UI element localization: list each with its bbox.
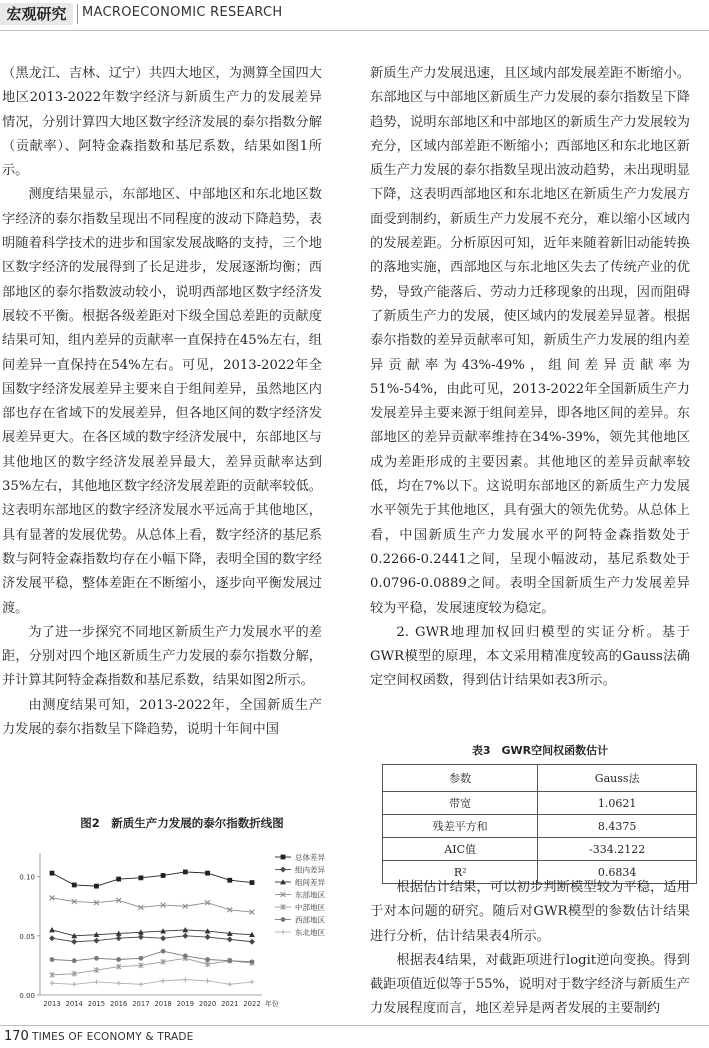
journal-section-en: MACROECONOMIC RESEARCH: [82, 5, 283, 20]
header-rule: [0, 30, 709, 31]
data-point: [138, 875, 143, 880]
x-tick-label: 2019: [176, 1000, 194, 1008]
data-point: [250, 880, 255, 885]
table-title: 表3 GWR空间权函数估计: [471, 744, 609, 757]
data-point: [94, 884, 99, 889]
paragraph: 2. GWR地理加权回归模型的实证分析。基于GWR模型的原理，本文采用精准度较高的Gauss法确定空间权函数，得到估计结果如表3所示。: [370, 624, 690, 689]
table-cell: 0.6834: [538, 861, 697, 884]
table-row: [383, 838, 697, 861]
journal-title: TIMES OF ECONOMY & TRADE: [32, 1031, 194, 1043]
data-point: [116, 957, 121, 962]
data-point: [183, 977, 188, 982]
series-line: [52, 930, 252, 936]
theil-index-line-chart: [0, 843, 340, 1023]
series-line: [52, 936, 252, 942]
legend-label: 组内差异: [295, 865, 325, 875]
legend-label: 东北地区: [295, 928, 325, 937]
right-column: [370, 62, 690, 694]
section-tab: 宏观研究: [0, 3, 73, 25]
data-point: [250, 959, 255, 964]
page-footer: [0, 1025, 709, 1048]
data-point: [49, 927, 55, 932]
table-cell: 1.0621: [538, 792, 697, 815]
right-column-continued: [370, 876, 690, 1022]
gwr-table: [382, 764, 697, 884]
data-point: [138, 934, 144, 940]
data-point: [250, 980, 255, 985]
series-line: [52, 898, 252, 912]
series-line: [52, 951, 252, 962]
x-tick-label: 2013: [43, 1000, 61, 1008]
paragraph: 新质生产力发展迅速，且区域内部发展差距不断缩小。东部地区与中部地区新质生产力发展的泰尔指数呈下降趋势，说明东部地区和中部地区的新质生产力发展较为充分，区域内部差距不断缩小；西部地区和东北地区新质生产力发展的泰尔指数呈现出波动趋势，未出现明显下降，这表明西部地区和东北地区在新质生产力发展方面受到制约，新质生产力发展不充分，难以缩小区域内的发展差距。分析原因可知，近年来随着新旧动能转换的落地实施，西部地区与东北地区失去了传统产业的优势，导致产能落后、劳动力迁移现象的出现，因而阻碍了新质生产力的发展，使区域内的发展差异显著。根据泰尔指数的差异贡献率可知，新质生产力发展的组内差异贡献率为43%-49%，组间差异贡献率为51%-54%，由此可见，2013-2022年全国新质生产力发展差异主要来源于组间差异，即各地区间的差异。东部地区的差异贡献率维持在34%-39%，领先其他地区成为差距形成的主要因素。其他地区的差异贡献率较低，均在7%以下。这说明东部地区的新质生产力发展水平领先于其他地区，具有强大的领先优势。从总体上看，中国新质生产力发展水平的阿特金森指数处于0.2266-0.2441之间，呈现小幅波动，基尼系数处于0.0796-0.0889之间。表明全国新质生产力发展差异较为平稳，发展速度较为稳定。: [370, 66, 690, 616]
table-row: [383, 792, 697, 815]
data-point: [94, 956, 99, 961]
table-cell: 8.4375: [538, 815, 697, 838]
page-number: 170: [4, 1029, 29, 1044]
data-point: [93, 938, 99, 944]
legend-label: 西部地区: [295, 915, 325, 925]
table-header-cell: Gauss法: [538, 765, 697, 792]
y-tick-label: 0.00: [19, 992, 35, 1000]
data-point: [50, 981, 55, 986]
legend-label: 总体差异: [295, 853, 325, 862]
data-point: [49, 935, 55, 941]
y-tick-label: 0.05: [19, 932, 35, 941]
data-point: [116, 981, 121, 986]
data-point: [227, 958, 232, 963]
paragraph: 根据表4结果，对截距项进行logit逆向变换。得到截距项值近似等于55%，说明对于数字经济与新质生产力发展程度而言，地区差异是两者发展的主要制约: [370, 952, 690, 1017]
data-point: [116, 877, 121, 882]
legend-marker: [281, 917, 286, 922]
data-point: [249, 939, 255, 945]
data-point: [161, 873, 166, 878]
data-point: [50, 957, 55, 962]
data-point: [205, 934, 211, 940]
x-tick-label: 2016: [110, 1000, 128, 1008]
data-point: [227, 936, 233, 942]
table-header-row: [383, 765, 697, 792]
data-point: [183, 870, 188, 875]
x-tick-label: 2018: [154, 1000, 172, 1008]
data-point: [161, 978, 166, 983]
data-point: [182, 933, 188, 939]
data-point: [50, 871, 55, 876]
series-line: [52, 958, 252, 975]
legend-label: 中部地区: [295, 903, 325, 912]
data-point: [138, 982, 143, 987]
x-axis-unit: 年份: [265, 1000, 279, 1008]
data-point: [227, 878, 232, 883]
paragraph: 测度结果显示，东部地区、中部地区和东北地区数字经济的泰尔指数呈现出不同程度的波动下降趋势，表明随着科学技术的进步和国家发展战略的支持，三个地区数字经济的发展得到了长足进步，发展逐渐均衡；西部地区的泰尔指数波动较小，说明西部地区数字经济发展较不平衡。根据各级差距对下级全国总差距的贡献度结果可知，组内差异的贡献率一直保持在45%左右，组间差异一直保持在54%左右。可见，2013-2022年全国数字经济发展差异主要来自于组间差异，虽然地区内部也存在省域下的发展差异，但各地区间的数字经济发展差异更大。在各区域的数字经济发展中，东部地区与其他地区的数字经济发展差异最大，差异贡献率达到35%左右，其他地区数字经济发展差距的贡献率较低。这表明东部地区的数字经济发展水平远高于其他地区，具有显著的发展优势。从总体上看，数字经济的基尼系数与阿特金森指数均存在小幅下降，表明全国的数字经济发展平稳，整体差距在不断缩小，逐步向平衡发展过渡。: [2, 187, 322, 616]
data-point: [205, 957, 210, 962]
table-cell: R²: [383, 861, 538, 884]
legend-marker: [281, 855, 286, 860]
data-point: [205, 871, 210, 876]
data-point: [205, 978, 210, 983]
data-point: [71, 939, 77, 945]
paragraph: （黑龙江、吉林、辽宁）共四大地区，为测算全国四大地区2013-2022年数字经济与新质生产力的发展差异情况，分别计算四大地区数字经济发展的泰尔指数分解（贡献率）、阿特金森指数和基尼系数，结果如图1所示。: [2, 66, 322, 179]
legend-label: 组间差异: [295, 878, 325, 887]
x-tick-label: 2021: [221, 1000, 239, 1008]
table-cell: 带宽: [383, 792, 538, 815]
table-cell: -334.2122: [538, 838, 697, 861]
legend-marker: [280, 867, 286, 873]
paragraph: 根据估计结果，可以初步判断模型较为平稳，适用于对本问题的研究。随后对GWR模型的参数估计结果进行分析，估计结果表4所示。: [370, 880, 690, 944]
header-divider: [77, 4, 78, 24]
x-tick-label: 2022: [243, 1000, 261, 1008]
footer-rule: [0, 1025, 709, 1026]
paragraph: 为了进一步探究不同地区新质生产力发展水平的差距，分别对四个地区新质生产力发展的泰尔指数分解，并计算其阿特金森指数和基尼系数，结果如图2所示。: [2, 624, 322, 689]
x-tick-label: 2017: [132, 1000, 150, 1008]
y-tick-label: 0.10: [19, 873, 35, 882]
table-header-cell: 参数: [383, 765, 538, 792]
table-row: [383, 815, 697, 838]
data-point: [161, 949, 166, 954]
series-line: [52, 872, 252, 886]
legend-marker: [281, 930, 286, 935]
legend-label: 东部地区: [295, 890, 325, 900]
x-tick-label: 2015: [87, 1000, 106, 1008]
data-point: [116, 935, 122, 941]
data-point: [160, 935, 166, 941]
data-point: [72, 883, 77, 888]
paragraph: 由测度结果可知，2013-2022年，全国新质生产力发展的泰尔指数呈下降趋势，说明十年间中国: [2, 697, 322, 738]
figure-title: 图2 新质生产力发展的泰尔指数折线图: [80, 816, 284, 830]
data-point: [138, 956, 143, 961]
x-tick-label: 2014: [65, 1000, 83, 1008]
data-point: [72, 982, 77, 987]
data-point: [94, 980, 99, 985]
table-cell: 残差平方和: [383, 815, 538, 838]
series-line: [52, 980, 252, 985]
page-header: [0, 0, 709, 40]
table-cell: AIC值: [383, 838, 538, 861]
data-point: [227, 982, 232, 987]
data-point: [183, 954, 188, 959]
left-column: [2, 62, 322, 742]
x-tick-label: 2020: [198, 1000, 217, 1008]
data-point: [72, 958, 77, 963]
